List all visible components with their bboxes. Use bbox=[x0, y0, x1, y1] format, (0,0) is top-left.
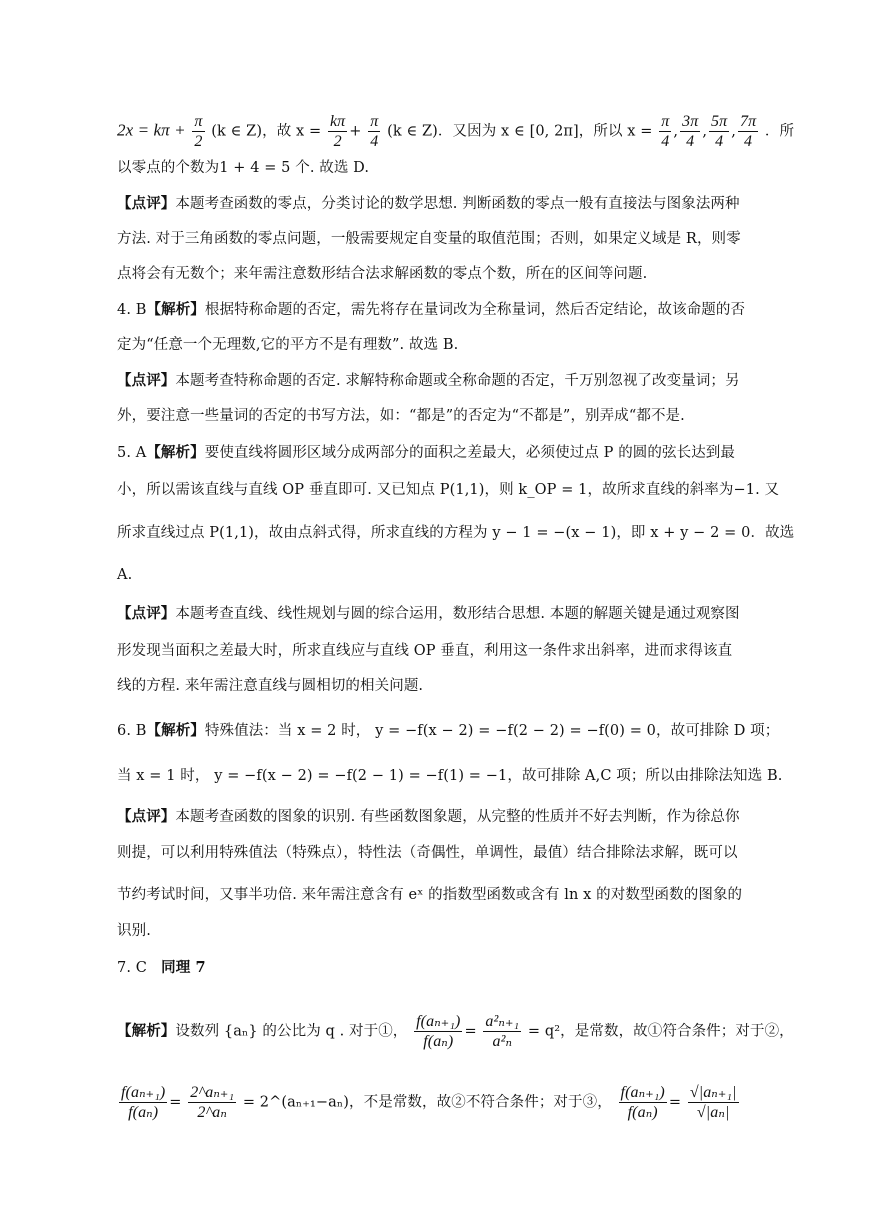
question-number: 5. A bbox=[117, 445, 147, 461]
ratio-fraction-3: $\frac{\text{f(aₙ₊₁)}}{\text{f(aₙ)}}$ bbox=[121, 1084, 166, 1121]
q5-line-1: 5. A【解析】要使直线将圆形区域分成两部分的面积之差最大，必须使过点 P 的圆的弦长达到最 bbox=[117, 444, 736, 461]
ratio-fraction-1: $\frac{\text{f(aₙ₊₁)}}{\text{f(aₙ)}}$ bbox=[416, 1013, 461, 1050]
q4-line-2: 定为“任意一个无理数,它的平方不是有理数”. 故选 B. bbox=[117, 337, 459, 353]
ratio-fraction-6: $\frac{\text{√|aₙ₊₁|}}{\text{√|aₙ|}}$ bbox=[689, 1084, 737, 1121]
comment-1-line-1: 【点评】本题考查函数的零点，分类讨论的数学思想. 判断函数的零点一般有直接法与图象法两种 bbox=[117, 195, 740, 212]
q4-line-1: 4. B【解析】根据特称命题的否定，需先将存在量词改为全称量词，然后否定结论，故该命题的否 bbox=[117, 301, 746, 318]
cross-reference-note: 同理 7 bbox=[161, 959, 206, 976]
q5-line-3: 所求直线过点 P(1,1)，故由点斜式得，所求直线的方程为 y − 1 = −(x − 1)，即 x + y − 2 = 0．故选 bbox=[117, 525, 795, 541]
comment-1-line-2: 方法. 对于三角函数的零点问题，一般需要规定自变量的取值范围；否则，如果定义域是 R，则零 bbox=[117, 231, 741, 247]
comment-tag: 【点评】 bbox=[117, 808, 176, 825]
q6-line-1: 6. B【解析】特殊值法：当 x = 2 时， y = −f(x − 2) = −f(2 − 2) = −f(0) = 0，故可排除 D 项； bbox=[117, 722, 780, 739]
analysis-tag: 【解析】 bbox=[146, 444, 205, 461]
comment-3-line-1: 【点评】本题考查直线、线性规划与圆的综合运用，数形结合思想. 本题的解题关键是通过观察图 bbox=[117, 605, 740, 622]
comment-4-line-1: 【点评】本题考查函数的图象的识别. 有些函数图象题，从完整的性质并不好去判断，作为徐总你 bbox=[117, 808, 740, 825]
question-number: 7. C bbox=[117, 960, 147, 976]
analysis-tag: 【解析】 bbox=[146, 722, 205, 739]
fraction-root-1: $\frac{\pi}{4}$ bbox=[661, 113, 670, 150]
comment-4-line-4: 识别. bbox=[117, 923, 151, 939]
math-expr: 2x = kπ + bbox=[117, 120, 186, 140]
question-number: 6. B bbox=[117, 723, 147, 739]
ratio-fraction-2: $\frac{\text{a²ₙ₊₁}}{\text{a²ₙ}}$ bbox=[485, 1013, 520, 1050]
fraction-root-3: $\frac{5\pi}{4}$ bbox=[711, 113, 728, 150]
ratio-fraction-4: $\frac{\text{2\textasciicircum{}aₙ₊₁}}{\text{2\textasciicircum{}aₙ}}$ bbox=[190, 1084, 235, 1121]
comment-tag: 【点评】 bbox=[117, 372, 176, 389]
fraction-pi-2: $\frac{\pi}{2}$ bbox=[194, 113, 203, 150]
q7-line-2: 【解析】设数列 {aₙ} 的公比为 q . 对于①， $\frac{\text{f(aₙ₊₁)}}{\text{f(aₙ)}}$ = $\frac{\text{a²ₙ₊₁}}{\text{a²ₙ}}$ = q²，是常数，故①符合条件；对于②， bbox=[117, 1013, 794, 1050]
q7-line-1 bbox=[117, 958, 809, 978]
comment-2-line-1: 【点评】本题考查特称命题的否定. 求解特称命题或全称命题的否定，千万别忽视了改变量词；另 bbox=[117, 372, 740, 389]
comment-tag: 【点评】 bbox=[117, 605, 176, 622]
analysis-tag: 【解析】 bbox=[146, 301, 205, 318]
q5-line-4: A. bbox=[117, 567, 133, 583]
comment-3-line-2: 形发现当面积之差最大时，所求直线应与直线 OP 垂直，利用这一条件求出斜率，进而求得该直 bbox=[117, 643, 733, 659]
q7-line-3: $\frac{\text{f(aₙ₊₁)}}{\text{f(aₙ)}}$ = $\frac{\text{2\textasciicircum{}aₙ₊₁}}{\text{2\textasciicircum{}aₙ}}$ = 2^(aₙ₊₁−aₙ)，不是常数，故②不符合条件；对于③， $\frac{\text{f(aₙ₊₁)}}{\text{f(aₙ)}}$ = $\frac{\text{√|aₙ₊₁|}}{\text{√|aₙ|}}$ bbox=[121, 1084, 737, 1121]
fraction-root-2: $\frac{3\pi}{4}$ bbox=[682, 113, 699, 150]
fraction-root-4: $\frac{7\pi}{4}$ bbox=[739, 113, 757, 150]
solution-line-2: 以零点的个数为1 + 4 = 5 个. 故选 D. bbox=[117, 160, 370, 176]
comment-3-line-3: 线的方程. 来年需注意直线与圆相切的相关问题. bbox=[117, 678, 424, 694]
fraction-pi-4: $\frac{\pi}{4}$ bbox=[370, 113, 379, 150]
comment-4-line-3: 节约考试时间，又事半功倍. 来年需注意含有 eˣ 的指数型函数或含有 ln x 的对数型函数的图象的 bbox=[117, 887, 743, 903]
text-run: (k ∈ Z)．又因为 x ∈ [0, 2π]，所以 x = bbox=[387, 123, 653, 140]
solution-line-1: 2x = kπ + $\frac{\pi}{2}$ (k ∈ Z)，故 x = $\frac{k\pi}{2}$ + $\frac{\pi}{4}$ (k ∈ Z)．又因为 x ∈ [0, 2π]，所以 x = $\frac{\pi}{4}$ , $\frac{3\pi}{4}$ , $\frac{5\pi}{4}$ , $\frac{7\pi}{4}$ ．所 bbox=[117, 113, 795, 150]
q5-line-2: 小，所以需该直线与直线 OP 垂直即可. 又已知点 P(1,1)，则 k_OP = 1，故所求直线的斜率为−1. 又 bbox=[117, 482, 780, 498]
text-run: ．所 bbox=[764, 123, 795, 140]
comment-4-line-2: 则提，可以利用特殊值法（特殊点），特性法（奇偶性，单调性，最值）结合排除法求解，既可以 bbox=[117, 845, 738, 861]
question-number: 4. B bbox=[117, 302, 147, 318]
text-run: (k ∈ Z)，故 x = bbox=[211, 123, 322, 140]
comment-1-line-3: 点将会有无数个；来年需注意数形结合法求解函数的零点个数，所在的区间等问题. bbox=[117, 266, 648, 282]
ratio-fraction-5: $\frac{\text{f(aₙ₊₁)}}{\text{f(aₙ)}}$ bbox=[620, 1084, 665, 1121]
comment-2-line-2: 外，要注意一些量词的否定的书写方法，如：“都是”的否定为“不都是”，别弄成“都不是. bbox=[117, 408, 685, 424]
comment-tag: 【点评】 bbox=[117, 195, 176, 212]
q6-line-2: 当 x = 1 时， y = −f(x − 2) = −f(2 − 1) = −f(1) = −1，故可排除 A,C 项；所以由排除法知选 B. bbox=[117, 768, 783, 784]
fraction-kpi-2: $\frac{k\pi}{2}$ bbox=[329, 113, 346, 150]
analysis-tag: 【解析】 bbox=[117, 1022, 176, 1040]
